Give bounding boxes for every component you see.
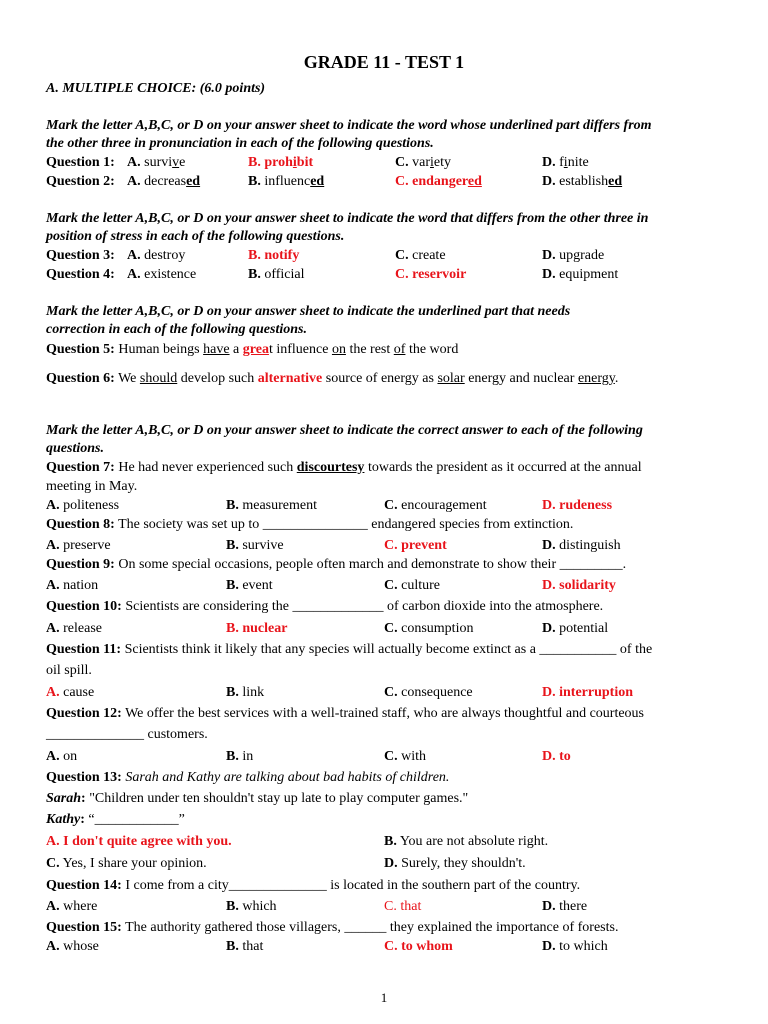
q13-option-b: B. You are not absolute right. bbox=[384, 834, 549, 849]
q13-kathy-line: Kathy: “____________” bbox=[46, 812, 185, 827]
q3-option-d: D. upgrade bbox=[542, 248, 605, 263]
q4-option-b: B. official bbox=[248, 267, 305, 282]
q4-option-c: C. reservoir bbox=[395, 267, 467, 282]
q15-option-c: C. to whom bbox=[384, 939, 453, 954]
instruction-error-line1: Mark the letter A,B,C, or D on your answer sheet to indicate the underlined part that needs bbox=[46, 304, 571, 319]
page-title: GRADE 11 - TEST 1 bbox=[303, 52, 465, 72]
instruction-error-line2: correction in each of the following questions. bbox=[46, 322, 307, 337]
q7-option-b: B. measurement bbox=[226, 498, 317, 513]
q3-option-a: A. destroy bbox=[127, 248, 186, 263]
question-13: Question 13: Sarah and Kathy are talking about bad habits of children. bbox=[46, 770, 450, 785]
q2-option-a: A. decreased bbox=[127, 174, 201, 189]
q7-option-a: A. politeness bbox=[46, 498, 120, 513]
q14-option-d: D. there bbox=[542, 899, 588, 914]
question-6: Question 6: We should develop such alternative source of energy as solar energy and nuclear energy. bbox=[46, 371, 619, 386]
q13-option-c: C. Yes, I share your opinion. bbox=[46, 856, 207, 871]
q7-option-d: D. rudeness bbox=[542, 498, 613, 513]
question-5: Question 5: Human beings have a great influence on the rest of the word bbox=[46, 342, 459, 357]
instruction-choice-line1: Mark the letter A,B,C, or D on your answer sheet to indicate the correct answer to each of the following bbox=[46, 423, 643, 438]
q11-option-a: A. cause bbox=[46, 685, 95, 700]
question-4: Question 4: bbox=[46, 267, 115, 282]
question-15: Question 15: The authority gathered those villagers, ______ they explained the importance of forests. bbox=[46, 920, 619, 935]
q15-option-d: D. to which bbox=[542, 939, 608, 954]
q14-option-c: C. that bbox=[384, 899, 422, 914]
question-11: Question 11: Scientists think it likely that any species will actually become extinct as a ___________ of the bbox=[46, 642, 653, 657]
q13-option-d: D. Surely, they shouldn't. bbox=[384, 856, 526, 871]
q1-option-b: B. prohibit bbox=[248, 155, 314, 170]
q2-option-b: B. influenced bbox=[248, 174, 325, 189]
q1-option-c: C. variety bbox=[395, 155, 452, 170]
question-11-line2: oil spill. bbox=[46, 663, 92, 678]
instruction-stress-line2: position of stress in each of the following questions. bbox=[46, 229, 345, 244]
q14-option-a: A. where bbox=[46, 899, 98, 914]
question-12: Question 12: We offer the best services with a well-trained staff, who are always thoughtful and courteous bbox=[46, 706, 645, 721]
q8-option-a: A. preserve bbox=[46, 538, 111, 553]
q2-option-d: D. established bbox=[542, 174, 623, 189]
question-1: Question 1: bbox=[46, 155, 115, 170]
q11-option-c: C. consequence bbox=[384, 685, 473, 700]
question-7: Question 7: He had never experienced such discourtesy towards the president as it occurred at the annual bbox=[46, 460, 642, 475]
q1-option-d: D. finite bbox=[542, 155, 589, 170]
q11-option-d: D. interruption bbox=[542, 685, 634, 700]
q3-option-c: C. create bbox=[395, 248, 446, 263]
q1-option-a: A. survive bbox=[127, 155, 186, 170]
q12-option-c: C. with bbox=[384, 749, 427, 764]
q10-option-b: B. nuclear bbox=[226, 621, 288, 636]
question-8: Question 8: The society was set up to _______________ endangered species from extinction. bbox=[46, 517, 574, 532]
q15-option-a: A. whose bbox=[46, 939, 99, 954]
q9-option-c: C. culture bbox=[384, 578, 440, 593]
instruction-pronunciation-line2: the other three in pronunciation in each of the following questions. bbox=[46, 136, 434, 151]
q12-option-d: D. to bbox=[542, 749, 571, 764]
q9-option-b: B. event bbox=[226, 578, 273, 593]
question-7-line2: meeting in May. bbox=[46, 479, 138, 494]
question-14: Question 14: I come from a city______________ is located in the southern part of the country. bbox=[46, 878, 581, 893]
question-9: Question 9: On some special occasions, people often march and demonstrate to show their _________. bbox=[46, 557, 627, 572]
instruction-choice-line2: questions. bbox=[46, 441, 104, 456]
q12-option-a: A. on bbox=[46, 749, 78, 764]
question-10: Question 10: Scientists are considering the _____________ of carbon dioxide into the atmosphere. bbox=[46, 599, 604, 614]
q10-option-a: A. release bbox=[46, 621, 102, 636]
q13-option-a: A. I don't quite agree with you. bbox=[46, 834, 232, 849]
q12-option-b: B. in bbox=[226, 749, 254, 764]
q10-option-c: C. consumption bbox=[384, 621, 474, 636]
q4-option-d: D. equipment bbox=[542, 267, 619, 282]
question-12-line2: ______________ customers. bbox=[46, 727, 208, 742]
q8-option-b: B. survive bbox=[226, 538, 284, 553]
q8-option-d: D. distinguish bbox=[542, 538, 621, 553]
question-3: Question 3: bbox=[46, 248, 115, 263]
q9-option-a: A. nation bbox=[46, 578, 99, 593]
q9-option-d: D. solidarity bbox=[542, 578, 616, 593]
q14-option-b: B. which bbox=[226, 899, 277, 914]
q11-option-b: B. link bbox=[226, 685, 265, 700]
question-2: Question 2: bbox=[46, 174, 115, 189]
instruction-stress-line1: Mark the letter A,B,C, or D on your answer sheet to indicate the word that differs from the other three in bbox=[46, 211, 649, 226]
q15-option-b: B. that bbox=[226, 939, 264, 954]
q2-option-c: C. endangered bbox=[395, 174, 482, 189]
q13-sarah-line: Sarah: "Children under ten shouldn't stay up late to play computer games." bbox=[46, 791, 469, 806]
q10-option-d: D. potential bbox=[542, 621, 609, 636]
instruction-pronunciation-line1: Mark the letter A,B,C, or D on your answer sheet to indicate the word whose underlined part differs from bbox=[46, 118, 652, 133]
q7-option-c: C. encouragement bbox=[384, 498, 487, 513]
q3-option-b: B. notify bbox=[248, 248, 300, 263]
q4-option-a: A. existence bbox=[127, 267, 197, 282]
page-number: 1 bbox=[380, 990, 388, 1005]
q8-option-c: C. prevent bbox=[384, 538, 447, 553]
section-heading: A. MULTIPLE CHOICE: (6.0 points) bbox=[46, 81, 266, 96]
